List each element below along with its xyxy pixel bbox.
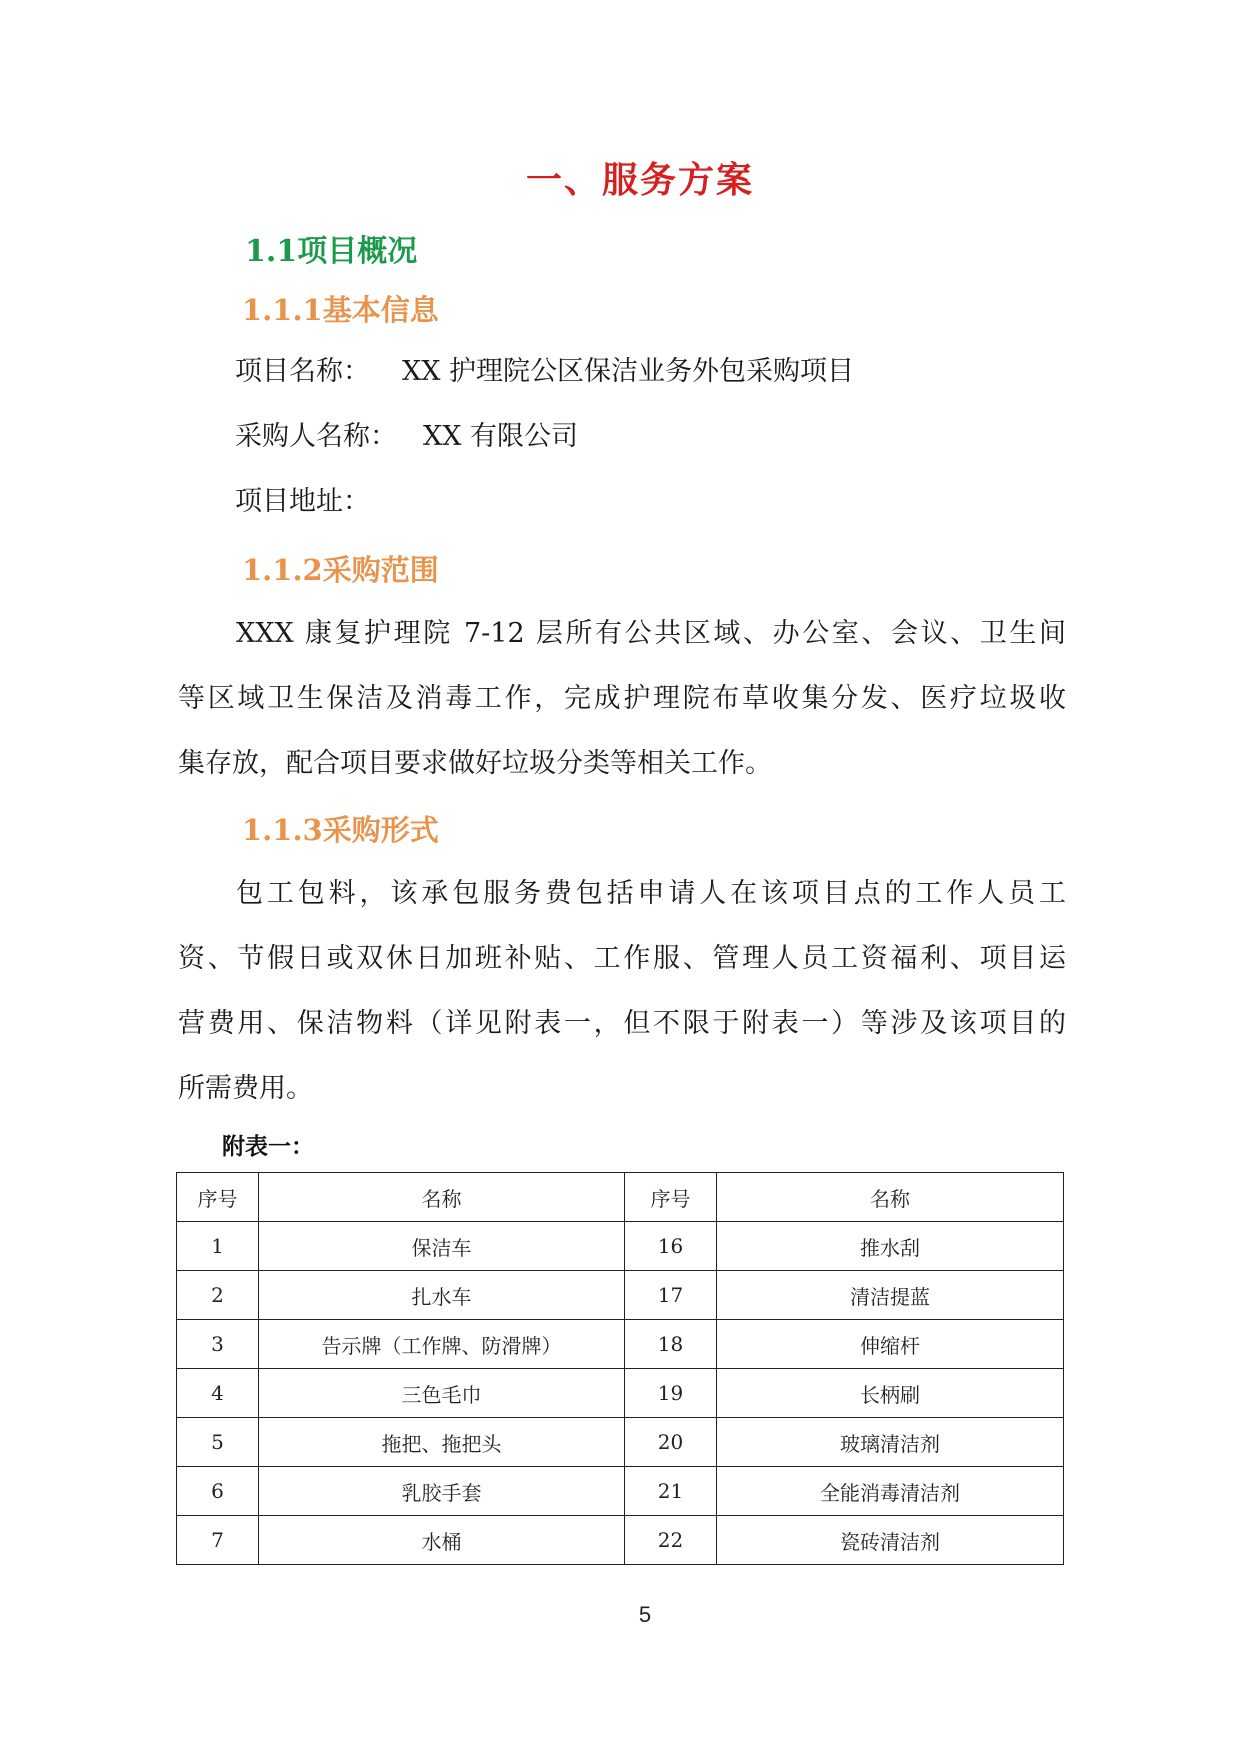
appendix-label: 附表一： — [222, 1133, 314, 1160]
purchaser-label: 采购人名称： — [235, 421, 397, 452]
cell-name: 拖把、拖把头 — [259, 1418, 625, 1467]
header-name: 名称 — [717, 1173, 1064, 1222]
table-row — [177, 1467, 1064, 1516]
supplies-table — [176, 1172, 1064, 1565]
cell-name: 玻璃清洁剂 — [717, 1418, 1064, 1467]
section-heading-1-1-3: 1.1.3采购形式 — [242, 813, 439, 847]
table-row — [177, 1418, 1064, 1467]
header-seq: 序号 — [177, 1173, 259, 1222]
cell-seq: 16 — [625, 1222, 717, 1271]
cell-name: 三色毛巾 — [259, 1369, 625, 1418]
cell-seq: 1 — [177, 1222, 259, 1271]
table-row — [177, 1516, 1064, 1565]
cell-seq: 5 — [177, 1418, 259, 1467]
table-header-row — [177, 1173, 1064, 1222]
section-heading-1-1-1: 1.1.1基本信息 — [242, 293, 439, 327]
form-line: 所需费用。 — [178, 1073, 313, 1104]
cell-seq: 6 — [177, 1467, 259, 1516]
table-row — [177, 1369, 1064, 1418]
table-row — [177, 1222, 1064, 1271]
form-line: 包工包料，该承包服务费包括申请人在该项目点的工作人员工 — [236, 878, 1066, 909]
cell-name: 长柄刷 — [717, 1369, 1064, 1418]
cell-name: 伸缩杆 — [717, 1320, 1064, 1369]
cell-seq: 22 — [625, 1516, 717, 1565]
project-name-line — [235, 339, 854, 405]
purchaser-value: XX 有限公司 — [423, 421, 579, 452]
cell-seq: 3 — [177, 1320, 259, 1369]
scope-line: XXX 康复护理院 7-12 层所有公共区域、办公室、会议、卫生间 — [236, 618, 1066, 649]
cell-name: 清洁提蓝 — [717, 1271, 1064, 1320]
project-name-value: XX 护理院公区保洁业务外包采购项目 — [402, 356, 855, 387]
cell-seq: 4 — [177, 1369, 259, 1418]
address-label: 项目地址： — [235, 486, 370, 517]
scope-line: 集存放，配合项目要求做好垃圾分类等相关工作。 — [178, 748, 772, 779]
page-number: 5 — [638, 1602, 652, 1627]
chapter-title: 一、服务方案 — [525, 159, 754, 201]
cell-name: 推水刮 — [717, 1222, 1064, 1271]
address-line — [235, 469, 370, 535]
cell-seq: 7 — [177, 1516, 259, 1565]
cell-name: 保洁车 — [259, 1222, 625, 1271]
section-heading-1-1: 1.1项目概况 — [245, 234, 418, 269]
cell-seq: 20 — [625, 1418, 717, 1467]
scope-paragraph — [178, 601, 1066, 796]
cell-seq: 19 — [625, 1369, 717, 1418]
cell-seq: 2 — [177, 1271, 259, 1320]
cell-name: 水桶 — [259, 1516, 625, 1565]
cell-name: 瓷砖清洁剂 — [717, 1516, 1064, 1565]
cell-name: 扎水车 — [259, 1271, 625, 1320]
table-row — [177, 1320, 1064, 1369]
cell-name: 全能消毒清洁剂 — [717, 1467, 1064, 1516]
table-row — [177, 1271, 1064, 1320]
form-paragraph — [178, 861, 1066, 1121]
form-line: 营费用、保洁物料（详见附表一，但不限于附表一）等涉及该项目的 — [178, 1008, 1066, 1039]
form-line: 资、节假日或双休日加班补贴、工作服、管理人员工资福利、项目运 — [178, 943, 1066, 974]
section-heading-1-1-2: 1.1.2采购范围 — [242, 553, 439, 587]
scope-line: 等区域卫生保洁及消毒工作，完成护理院布草收集分发、医疗垃圾收 — [178, 683, 1066, 714]
cell-seq: 21 — [625, 1467, 717, 1516]
cell-name: 告示牌（工作牌、防滑牌） — [259, 1320, 625, 1369]
cell-name: 乳胶手套 — [259, 1467, 625, 1516]
header-name: 名称 — [259, 1173, 625, 1222]
header-seq: 序号 — [625, 1173, 717, 1222]
cell-seq: 18 — [625, 1320, 717, 1369]
cell-seq: 17 — [625, 1271, 717, 1320]
purchaser-line — [235, 404, 578, 470]
project-name-label: 项目名称： — [235, 356, 370, 387]
